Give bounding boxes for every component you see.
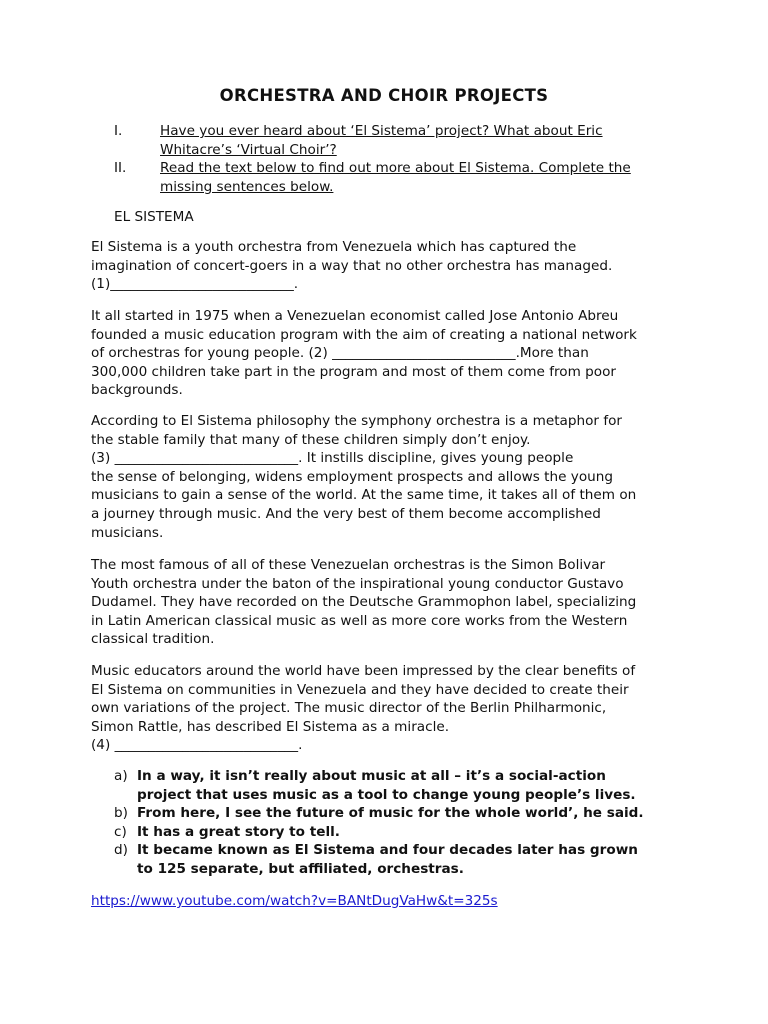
paragraph-line: the sense of belonging, widens employment prospects and allows the young [91, 468, 614, 485]
option-letter: a) [114, 768, 128, 784]
paragraph-line: Music educators around the world have been impressed by the clear benefits of [91, 663, 636, 679]
answer-options [114, 767, 694, 879]
paragraph-line: backgrounds. [91, 382, 183, 399]
question-text [160, 159, 680, 196]
page-title: ORCHESTRA AND CHOIR PROJECTS [219, 86, 549, 105]
option-c [114, 823, 694, 842]
paragraph-line: 300,000 children take part in the program and most of them come from poor [91, 363, 617, 380]
question-text [160, 122, 680, 159]
paragraph-line: Simon Rattle, has described El Sistema as a miracle. [91, 718, 450, 735]
paragraph-line: the stable family that many of these children simply don’t enjoy. [91, 431, 531, 448]
paragraph-3 [91, 412, 681, 542]
question-line: Have you ever heard about ‘El Sistema’ project? What about Eric [160, 123, 603, 139]
paragraph-4 [91, 556, 681, 649]
paragraph-line: El Sistema is a youth orchestra from Venezuela which has captured the [91, 239, 577, 255]
option-line: It became known as El Sistema and four decades later has grown [137, 842, 638, 859]
paragraph-line: classical tradition. [91, 631, 215, 648]
question-line: Whitacre’s ‘Virtual Choir’? [160, 141, 337, 158]
paragraph-line: of orchestras for young people. (2) ___________________________.More than [91, 345, 589, 362]
paragraph-line: musicians to gain a sense of the world. At the same time, it takes all of them on [91, 487, 637, 504]
option-line: In a way, it isn’t really about music at all – it’s a social-action [137, 768, 606, 784]
paragraph-line: musicians. [91, 524, 164, 541]
paragraph-line: (4) ___________________________. [91, 737, 303, 754]
paragraph-line: founded a music education program with the aim of creating a national network [91, 326, 637, 343]
option-line: It has a great story to tell. [137, 823, 340, 840]
option-d [114, 841, 694, 878]
section-heading: EL SISTEMA [114, 209, 194, 225]
option-line: From here, I see the future of music for the whole world’, he said. [137, 805, 644, 822]
paragraph-line: (1)___________________________. [91, 276, 299, 293]
question-line: missing sentences below. [160, 178, 334, 195]
paragraph-line: According to El Sistema philosophy the symphony orchestra is a metaphor for [91, 413, 623, 429]
paragraph-line: Youth orchestra under the baton of the inspirational young conductor Gustavo [91, 575, 624, 592]
paragraph-line: It all started in 1975 when a Venezuelan economist called Jose Antonio Abreu [91, 308, 619, 324]
paragraph-5 [91, 662, 681, 755]
paragraph-line: Dudamel. They have recorded on the Deutsche Grammophon label, specializing [91, 594, 637, 611]
option-a [114, 767, 694, 804]
paragraph-line: own variations of the project. The music director of the Berlin Philharmonic, [91, 700, 607, 717]
option-line: to 125 separate, but affiliated, orchestras. [137, 860, 464, 877]
paragraph-line: imagination of concert-goers in a way that no other orchestra has managed. [91, 257, 613, 274]
option-letter: d) [114, 842, 128, 859]
paragraph-line: El Sistema on communities in Venezuela and they have decided to create their [91, 681, 629, 698]
option-line: project that uses music as a tool to change young people’s lives. [137, 786, 636, 803]
youtube-link[interactable]: https://www.youtube.com/watch?v=BANtDugVaHw&t=325s [91, 893, 498, 909]
paragraph-line: a journey through music. And the very best of them become accomplished [91, 505, 601, 522]
option-b [114, 804, 694, 823]
question-line: Read the text below to find out more about El Sistema. Complete the [160, 160, 631, 176]
option-letter: b) [114, 805, 128, 822]
paragraph-2 [91, 307, 681, 400]
paragraph-1 [91, 238, 681, 294]
option-letter: c) [114, 823, 127, 840]
paragraph-line: (3) ___________________________. It instills discipline, gives young people [91, 450, 574, 467]
question-number: I. [114, 123, 123, 139]
paragraph-line: in Latin American classical music as well as more core works from the Western [91, 612, 628, 629]
question-number: II. [114, 160, 127, 176]
paragraph-line: The most famous of all of these Venezuelan orchestras is the Simon Bolivar [91, 557, 606, 573]
